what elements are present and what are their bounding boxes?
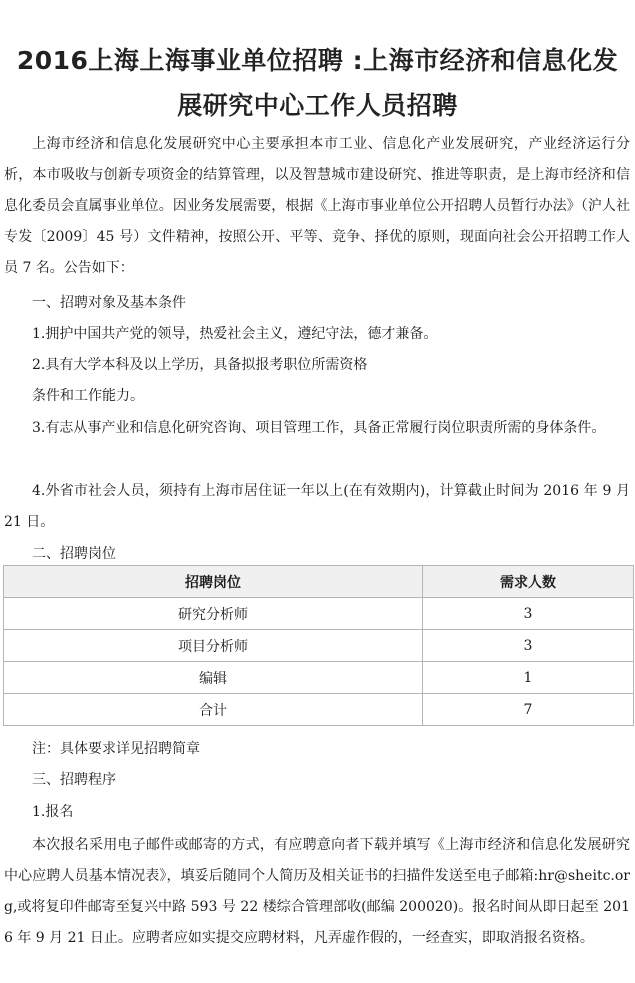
table-cell-count: 3	[423, 630, 634, 662]
table-cell-position: 项目分析师	[4, 630, 423, 662]
section3-sub-1: 1.报名	[32, 804, 74, 820]
document-title-line-1: 2016上海上海事业单位招聘 :上海市经济和信息化发	[16, 46, 619, 75]
section3-heading: 三、招聘程序	[32, 772, 116, 788]
table-cell-position: 合计	[4, 694, 423, 726]
condition-item-2a: 2.具有大学本科及以上学历，具备拟报考职位所需资格	[32, 357, 368, 373]
section1-heading: 一、招聘对象及基本条件	[32, 295, 186, 311]
table-cell-count: 3	[423, 598, 634, 630]
table-cell-position: 编辑	[4, 662, 423, 694]
table-header-row	[4, 566, 634, 598]
condition-item-4: 4.外省市社会人员，须持有上海市居住证一年以上(在有效期内)，计算截止时间为 2016 年 9 月 21 日。	[4, 483, 630, 530]
positions-table	[3, 565, 634, 726]
condition-item-2b: 条件和工作能力。	[32, 388, 144, 404]
table-cell-count: 7	[423, 694, 634, 726]
table-row	[4, 630, 634, 662]
condition-item-3: 3.有志从事产业和信息化研究咨询、项目管理工作，具备正常履行岗位职责所需的身体条件。	[32, 420, 606, 436]
table-row	[4, 662, 634, 694]
registration-paragraph: 本次报名采用电子邮件或邮寄的方式，有应聘意向者下载并填写《上海市经济和信息化发展研究中心应聘人员基本情况表》，填妥后随同个人简历及相关证书的扫描件发送至电子邮箱:hr@sheitc.org,或将复印件邮寄至复兴中路 593 号 22 楼综合管理部收(邮编 200020)。报名时间从即日起至 2016 年 9 月 21 日止。应聘者应如实提交应聘材料，凡弄虚作假的，一经查实，即取消报名资格。	[4, 837, 630, 946]
table-note: 注：具体要求详见招聘简章	[32, 741, 200, 757]
intro-paragraph: 上海市经济和信息化发展研究中心主要承担本市工业、信息化产业发展研究，产业经济运行分析，本市吸收与创新专项资金的结算管理，以及智慧城市建设研究、推进等职责，是上海市经济和信息化委员会直属事业单位。因业务发展需要，根据《上海市事业单位公开招聘人员暂行办法》（沪人社专发〔2009〕45 号）文件精神，按照公开、平等、竞争、择优的原则，现面向社会公开招聘工作人员 7 名。公告如下：	[4, 136, 630, 276]
document-title-line-2: 展研究中心工作人员招聘	[177, 91, 458, 120]
table-cell-position: 研究分析师	[4, 598, 423, 630]
table-total-row	[4, 694, 634, 726]
section2-heading: 二、招聘岗位	[32, 546, 116, 562]
table-header-count: 需求人数	[423, 566, 634, 598]
condition-item-1: 1.拥护中国共产党的领导，热爱社会主义，遵纪守法，德才兼备。	[32, 326, 438, 342]
table-header-position: 招聘岗位	[4, 566, 423, 598]
table-cell-count: 1	[423, 662, 634, 694]
table-row	[4, 598, 634, 630]
